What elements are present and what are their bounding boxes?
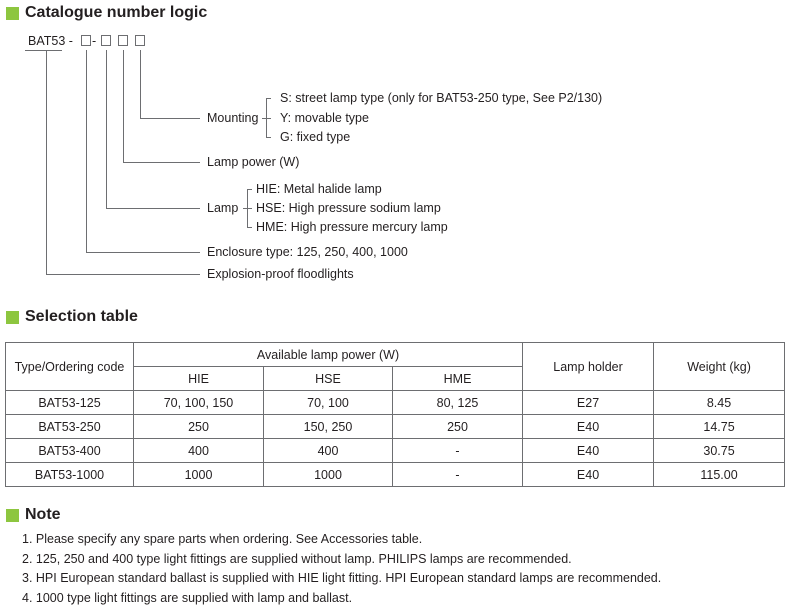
- catalogue-logic-diagram: [0, 0, 788, 300]
- cell-weight: 30.75: [654, 439, 785, 463]
- cell-type: BAT53-125: [6, 391, 134, 415]
- table-header-row: [6, 343, 785, 367]
- cell-hse: 150, 250: [264, 415, 393, 439]
- note-item: 1. Please specify any spare parts when ordering. See Accessories table.: [22, 531, 661, 551]
- cell-hse: 400: [264, 439, 393, 463]
- series-label: Explosion-proof floodlights: [207, 266, 354, 282]
- mounting-label: Mounting: [207, 110, 258, 126]
- cell-type: BAT53-250: [6, 415, 134, 439]
- col-weight-header: Weight (kg): [654, 343, 785, 391]
- mounting-option-s: S: street lamp type (only for BAT53-250 type, See P2/130): [280, 90, 602, 106]
- note-item: 2. 125, 250 and 400 type light fittings are supplied without lamp. PHILIPS lamps are recommended.: [22, 551, 661, 571]
- cell-holder: E40: [523, 415, 654, 439]
- cell-hme: -: [393, 463, 523, 487]
- cell-hie: 70, 100, 150: [134, 391, 264, 415]
- cell-holder: E40: [523, 463, 654, 487]
- notes-list: [22, 531, 661, 609]
- lamp-code-box: [102, 36, 111, 46]
- mounting-option-g: G: fixed type: [280, 129, 350, 145]
- selection-heading: [6, 307, 138, 327]
- code-separator: -: [92, 33, 96, 49]
- table-row: [6, 391, 785, 415]
- cell-hme: 80, 125: [393, 391, 523, 415]
- lamp-option-hme: HME: High pressure mercury lamp: [256, 219, 448, 235]
- sub-hie-header: HIE: [134, 367, 264, 391]
- cell-hme: 250: [393, 415, 523, 439]
- cell-type: BAT53-1000: [6, 463, 134, 487]
- section-square-icon: [6, 311, 19, 324]
- lamp-option-hie: HIE: Metal halide lamp: [256, 181, 382, 197]
- table-row: [6, 463, 785, 487]
- cell-weight: 115.00: [654, 463, 785, 487]
- cell-weight: 14.75: [654, 415, 785, 439]
- col-holder-header: Lamp holder: [523, 343, 654, 391]
- note-item: 3. HPI European standard ballast is supplied with HIE light fitting. HPI European standard lamps are recommended.: [22, 570, 661, 590]
- enclosure-code-box: [82, 36, 91, 46]
- cell-hme: -: [393, 439, 523, 463]
- lamp-power-label: Lamp power (W): [207, 154, 299, 170]
- cell-hse: 70, 100: [264, 391, 393, 415]
- table-row: [6, 439, 785, 463]
- lamp-label: Lamp: [207, 200, 238, 216]
- cell-holder: E27: [523, 391, 654, 415]
- logic-title: Catalogue number logic: [25, 4, 207, 22]
- section-square-icon: [6, 509, 19, 522]
- note-item: 4. 1000 type light fittings are supplied with lamp and ballast.: [22, 590, 661, 609]
- cell-weight: 8.45: [654, 391, 785, 415]
- mounting-code-box: [136, 36, 145, 46]
- cell-hie: 250: [134, 415, 264, 439]
- selection-title: Selection table: [25, 308, 138, 326]
- note-heading: [6, 505, 61, 525]
- enclosure-label: Enclosure type: 125, 250, 400, 1000: [207, 244, 408, 260]
- lamp-option-hse: HSE: High pressure sodium lamp: [256, 200, 441, 216]
- col-power-header: Available lamp power (W): [134, 343, 523, 367]
- code-prefix: BAT53 -: [28, 33, 73, 49]
- cell-hie: 400: [134, 439, 264, 463]
- power-code-box: [119, 36, 128, 46]
- cell-holder: E40: [523, 439, 654, 463]
- sub-hse-header: HSE: [264, 367, 393, 391]
- sub-hme-header: HME: [393, 367, 523, 391]
- selection-table: [5, 342, 785, 487]
- cell-hse: 1000: [264, 463, 393, 487]
- col-type-header: Type/Ordering code: [6, 343, 134, 391]
- table-row: [6, 415, 785, 439]
- cell-hie: 1000: [134, 463, 264, 487]
- note-title: Note: [25, 506, 61, 524]
- mounting-option-y: Y: movable type: [280, 110, 369, 126]
- cell-type: BAT53-400: [6, 439, 134, 463]
